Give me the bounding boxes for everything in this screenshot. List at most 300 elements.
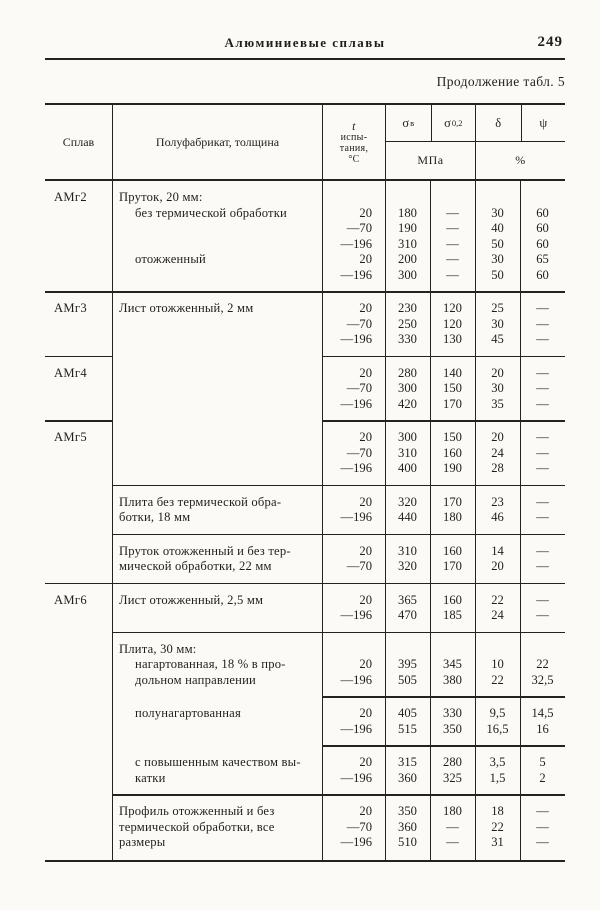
header-t-symbol: t [352, 118, 356, 133]
product-text: полунагартованная [135, 706, 241, 720]
cell-sigma-b: 470 [398, 608, 417, 622]
table-row [45, 820, 565, 836]
row-divider [112, 794, 565, 796]
table-row [45, 673, 565, 689]
cell-sigma-b: 395 [398, 657, 417, 671]
table-row [45, 252, 565, 268]
cell-delta: 24 [491, 445, 504, 460]
product-text: с повышенным качеством вы- [135, 755, 301, 769]
cell-delta: 35 [491, 396, 504, 411]
cell-psi [520, 642, 565, 658]
cell-t: —196 [340, 267, 372, 282]
alloy-label: АМг3 [54, 301, 87, 315]
cell-t: 20 [359, 494, 372, 509]
cell-sigma-02: 150 [443, 430, 462, 444]
cell-psi: — [536, 430, 549, 444]
cell-sigma-02: — [446, 835, 459, 849]
cell-delta: 31 [491, 835, 504, 849]
header-sigma-02: σ 0,2 [431, 105, 476, 141]
alloy-block [45, 795, 565, 860]
table-row [45, 381, 565, 397]
product-text: Плита, 30 мм: [119, 641, 197, 656]
cell-t: 20 [359, 543, 372, 558]
header-sigma-b: σ в [402, 115, 415, 130]
cell-psi: 60 [536, 221, 549, 235]
table-row [45, 722, 565, 738]
cell-t: 20 [359, 365, 372, 380]
alloy-block [45, 746, 565, 795]
cell-sigma-02: 380 [443, 672, 462, 687]
cell-sigma-02: 160 [443, 543, 462, 558]
table-row [45, 268, 565, 284]
table-row [45, 397, 565, 413]
cell-sigma-b: 365 [398, 592, 417, 607]
header-psi: ψ [521, 105, 566, 141]
cell-sigma-02: — [446, 819, 459, 834]
cell-sigma-02: — [446, 205, 459, 220]
cell-t: 20 [359, 755, 372, 769]
product-text: термической обработки, все [119, 819, 275, 834]
cell-sigma-b [385, 642, 430, 658]
cell-delta: 3,5 [489, 755, 506, 769]
header-delta: δ [495, 115, 502, 130]
alloy-label [45, 722, 112, 738]
cell-psi: 16 [536, 721, 549, 736]
cell-sigma-02: 350 [443, 721, 462, 736]
cell-t: —70 [346, 559, 372, 573]
cell-sigma-b: 280 [398, 365, 417, 380]
cell-sigma-02: 150 [443, 381, 462, 395]
cell-t: —196 [340, 672, 372, 687]
table-row [45, 446, 565, 462]
alloy-label [45, 657, 112, 673]
cell-delta: 20 [491, 430, 504, 444]
table-row [45, 461, 565, 477]
table-row [45, 559, 565, 575]
table-row [45, 221, 565, 237]
row-divider [112, 534, 565, 536]
cell-psi: 60 [536, 236, 549, 251]
alloy-label [45, 706, 112, 722]
cell-delta: 9,5 [489, 706, 506, 720]
header-group-mpa [385, 105, 475, 179]
header-product [112, 105, 322, 179]
cell-sigma-02: 180 [443, 510, 462, 524]
alloy-label [45, 381, 112, 397]
product-text: дольном направлении [135, 672, 256, 687]
cell-psi: — [536, 804, 549, 818]
product-text [112, 332, 322, 348]
cell-sigma-02 [430, 642, 475, 658]
header-mpa-unit: МПа [417, 153, 444, 167]
cell-psi: — [536, 365, 549, 380]
header-sigma-row [386, 105, 475, 142]
page-header-row [45, 35, 565, 53]
cell-delta: 40 [491, 221, 504, 235]
header-rule [45, 58, 565, 60]
product-text [112, 221, 322, 237]
cell-t: 20 [359, 301, 372, 315]
alloy-label [45, 221, 112, 237]
row-divider [322, 356, 565, 358]
product-text [112, 268, 322, 284]
table-row [45, 771, 565, 787]
table-row [45, 804, 565, 820]
cell-psi: — [536, 445, 549, 460]
cell-psi: — [536, 559, 549, 573]
product-text [112, 722, 322, 738]
alloy-label: АМг5 [54, 430, 87, 444]
cell-t: 20 [359, 252, 372, 266]
cell-delta: 30 [491, 205, 504, 220]
cell-t: 20 [359, 657, 372, 671]
cell-t: —196 [340, 461, 372, 475]
cell-delta: 18 [491, 804, 504, 818]
cell-delta: 24 [491, 608, 504, 622]
row-divider [45, 356, 112, 358]
cell-psi: 65 [536, 252, 549, 266]
alloy-label [45, 608, 112, 624]
properties-table [45, 103, 565, 862]
cell-sigma-b [385, 190, 430, 206]
cell-sigma-02: 170 [443, 396, 462, 411]
cell-delta: 1,5 [489, 770, 506, 785]
cell-sigma-b: 310 [398, 445, 417, 460]
header-t-line3: тания, [339, 142, 369, 154]
cell-delta [475, 190, 520, 206]
cell-sigma-02 [430, 190, 475, 206]
alloy-block [45, 292, 565, 357]
product-text: Профиль отожженный и без [119, 804, 275, 818]
cell-t: 20 [359, 706, 372, 720]
table-row [45, 706, 565, 722]
cell-psi: — [536, 835, 549, 849]
cell-sigma-02: 325 [443, 770, 462, 785]
header-alloy [45, 105, 112, 179]
cell-sigma-b: 300 [398, 267, 417, 282]
cell-t: —196 [340, 770, 372, 785]
cell-delta: 46 [491, 510, 504, 524]
cell-psi: 22 [536, 657, 549, 671]
cell-delta: 22 [491, 819, 504, 834]
header-t-line2: испы- [340, 131, 368, 143]
alloy-label [45, 317, 112, 333]
product-text: Плита без термической обра- [119, 494, 282, 509]
product-text: мической обработки, 22 мм [119, 559, 272, 573]
cell-sigma-b: 515 [398, 721, 417, 736]
running-head: Алюминиевые сплавы [224, 35, 386, 50]
alloy-label [45, 673, 112, 689]
cell-delta [475, 642, 520, 658]
cell-sigma-b: 440 [398, 510, 417, 524]
cell-delta: 14 [491, 543, 504, 558]
alloy-label [45, 461, 112, 477]
cell-psi: 60 [536, 205, 549, 220]
alloy-label: АМг4 [54, 365, 87, 380]
cell-sigma-02: 160 [443, 592, 462, 607]
cell-sigma-02: 190 [443, 461, 462, 475]
alloy-block [45, 357, 565, 422]
cell-sigma-b: 190 [398, 221, 417, 235]
alloy-block [45, 535, 565, 584]
cell-t: —196 [340, 721, 372, 736]
cell-t: —70 [346, 819, 372, 834]
cell-sigma-02: — [446, 236, 459, 251]
row-divider [45, 420, 112, 422]
cell-sigma-02: 180 [443, 804, 462, 818]
alloy-label [45, 771, 112, 787]
cell-delta: 20 [491, 365, 504, 380]
sigma-02-base: σ [444, 115, 451, 130]
alloy-label [45, 544, 112, 560]
cell-psi: — [536, 396, 549, 411]
product-text: размеры [119, 835, 166, 849]
alloy-block [45, 633, 565, 698]
cell-sigma-02: 280 [443, 755, 462, 769]
row-divider [45, 583, 565, 585]
table-row [45, 366, 565, 382]
product-text [112, 397, 322, 413]
cell-psi: 14,5 [531, 706, 554, 720]
header-percent-unit: % [515, 153, 526, 167]
cell-delta: 10 [491, 657, 504, 671]
cell-sigma-b: 320 [398, 494, 417, 509]
cell-psi: — [536, 592, 549, 607]
table-row [45, 755, 565, 771]
row-divider [322, 745, 565, 747]
header-test-temperature [322, 105, 385, 179]
header-t-line4: °С [348, 153, 360, 165]
alloy-block [45, 421, 565, 486]
product-text: нагартованная, 18 % в про- [135, 657, 286, 671]
cell-t: —70 [346, 381, 372, 395]
cell-t: 20 [359, 430, 372, 444]
product-text [112, 608, 322, 624]
row-divider [112, 485, 565, 487]
alloy-block [45, 697, 565, 746]
cell-psi: 2 [539, 770, 546, 785]
cell-sigma-02: 120 [443, 316, 462, 331]
cell-sigma-b: 315 [398, 755, 417, 769]
cell-psi: — [536, 819, 549, 834]
alloy-label [45, 446, 112, 462]
cell-delta: 25 [491, 301, 504, 315]
cell-psi: 60 [536, 267, 549, 282]
product-text [112, 237, 322, 253]
cell-sigma-b: 405 [398, 706, 417, 720]
product-text [112, 461, 322, 477]
cell-psi: — [536, 332, 549, 346]
table-body [45, 181, 565, 862]
cell-t [322, 642, 385, 658]
table-row [45, 332, 565, 348]
cell-sigma-02: 130 [443, 332, 462, 346]
product-text: Лист отожженный, 2,5 мм [119, 592, 264, 607]
table-row [45, 430, 565, 446]
alloy-label [45, 397, 112, 413]
product-text: Лист отожженный, 2 мм [119, 301, 254, 315]
cell-sigma-02: 140 [443, 365, 462, 380]
alloy-label [45, 559, 112, 575]
alloy-block [45, 181, 565, 292]
product-text: катки [135, 770, 166, 785]
header-group-percent [475, 105, 565, 179]
alloy-label [45, 237, 112, 253]
cell-sigma-b: 320 [398, 559, 417, 573]
page-number: 249 [537, 34, 563, 50]
header-product-label: Полуфабрикат, толщина [155, 134, 280, 149]
product-text: Пруток, 20 мм: [119, 190, 203, 204]
table-continuation-caption: Продолжение табл. 5 [436, 74, 565, 89]
cell-sigma-b: 510 [398, 835, 417, 849]
table-row [45, 608, 565, 624]
cell-sigma-b: 350 [398, 804, 417, 818]
alloy-label [45, 820, 112, 836]
cell-delta: 16,5 [486, 721, 509, 736]
row-divider [322, 420, 565, 422]
product-text [112, 317, 322, 333]
cell-psi: — [536, 510, 549, 524]
alloy-label [45, 252, 112, 268]
cell-sigma-b: 400 [398, 461, 417, 475]
table-row [45, 657, 565, 673]
cell-sigma-b: 420 [398, 396, 417, 411]
product-text: отожженный [135, 252, 206, 266]
alloy-label [45, 268, 112, 284]
table-row [45, 237, 565, 253]
cell-sigma-02: 330 [443, 706, 462, 720]
cell-psi: 5 [539, 755, 546, 769]
table-row [45, 190, 565, 206]
table-row [45, 301, 565, 317]
cell-sigma-b: 505 [398, 672, 417, 687]
cell-delta: 30 [491, 381, 504, 395]
cell-t: 20 [359, 804, 372, 818]
cell-delta: 28 [491, 461, 504, 475]
cell-sigma-b: 330 [398, 332, 417, 346]
alloy-label [45, 206, 112, 222]
alloy-label: АМг2 [54, 190, 87, 204]
cell-t: —70 [346, 316, 372, 331]
cell-t: —196 [340, 332, 372, 346]
table-row [45, 544, 565, 560]
alloy-label [45, 835, 112, 851]
cell-psi: — [536, 381, 549, 395]
cell-sigma-b: 300 [398, 430, 417, 444]
cell-t: —196 [340, 236, 372, 251]
header-delta-psi-row [476, 105, 565, 142]
table-row [45, 593, 565, 609]
cell-sigma-b: 300 [398, 381, 417, 395]
cell-psi: — [536, 494, 549, 509]
cell-psi [520, 190, 565, 206]
cell-psi: — [536, 301, 549, 315]
alloy-block [45, 584, 565, 633]
cell-sigma-b: 310 [398, 236, 417, 251]
table-row [45, 206, 565, 222]
alloy-label [45, 332, 112, 348]
cell-sigma-b: 310 [398, 543, 417, 558]
product-text [112, 446, 322, 462]
row-divider [45, 291, 565, 293]
table-row [45, 835, 565, 851]
cell-sigma-02: — [446, 221, 459, 235]
alloy-label [45, 755, 112, 771]
cell-sigma-b: 200 [398, 252, 417, 266]
alloy-label [45, 804, 112, 820]
cell-psi: — [536, 316, 549, 331]
cell-t [322, 190, 385, 206]
cell-delta: 30 [491, 252, 504, 266]
cell-delta: 50 [491, 236, 504, 251]
alloy-label [45, 495, 112, 511]
table-row [45, 510, 565, 526]
cell-sigma-02: 120 [443, 301, 462, 315]
product-text: ботки, 18 мм [119, 510, 191, 524]
cell-psi: — [536, 608, 549, 622]
cell-t: —70 [346, 221, 372, 235]
cell-sigma-02: 345 [443, 657, 462, 671]
cell-sigma-02: — [446, 267, 459, 282]
cell-delta: 22 [491, 592, 504, 607]
alloy-label [45, 642, 112, 658]
cell-t: —196 [340, 510, 372, 524]
cell-sigma-02: 185 [443, 608, 462, 622]
table-header [45, 103, 565, 181]
cell-t: —196 [340, 396, 372, 411]
cell-delta: 22 [491, 672, 504, 687]
sigma-b-base: σ [402, 115, 410, 130]
cell-sigma-02: 170 [443, 494, 462, 509]
cell-sigma-02: 170 [443, 559, 462, 573]
product-text [112, 366, 322, 382]
cell-psi: — [536, 543, 549, 558]
alloy-label: АМг6 [54, 592, 87, 607]
cell-delta: 30 [491, 316, 504, 331]
cell-t: —196 [340, 835, 372, 849]
product-text [112, 381, 322, 397]
cell-t: —70 [346, 445, 372, 460]
product-text: Пруток отожженный и без тер- [119, 543, 291, 558]
header-alloy-label: Сплав [62, 134, 95, 149]
row-divider [322, 696, 565, 698]
cell-sigma-b: 250 [398, 316, 417, 331]
alloy-block [45, 486, 565, 535]
cell-t: —196 [340, 608, 372, 622]
cell-delta: 23 [491, 494, 504, 509]
cell-delta: 45 [491, 332, 504, 346]
cell-sigma-b: 360 [398, 819, 417, 834]
cell-sigma-02: — [446, 252, 459, 266]
cell-t: 20 [359, 592, 372, 607]
product-text: без термической обработки [135, 205, 287, 220]
cell-delta: 50 [491, 267, 504, 282]
table-row [45, 495, 565, 511]
cell-t: 20 [359, 205, 372, 220]
cell-psi: 32,5 [531, 672, 554, 687]
cell-sigma-02: 160 [443, 445, 462, 460]
cell-psi: — [536, 461, 549, 475]
table-row [45, 642, 565, 658]
row-divider [112, 632, 565, 634]
cell-sigma-b: 180 [398, 205, 417, 220]
cell-delta: 20 [491, 559, 504, 573]
alloy-label [45, 510, 112, 526]
table-row [45, 317, 565, 333]
product-text [112, 430, 322, 446]
cell-sigma-b: 360 [398, 770, 417, 785]
cell-sigma-b: 230 [398, 301, 417, 315]
